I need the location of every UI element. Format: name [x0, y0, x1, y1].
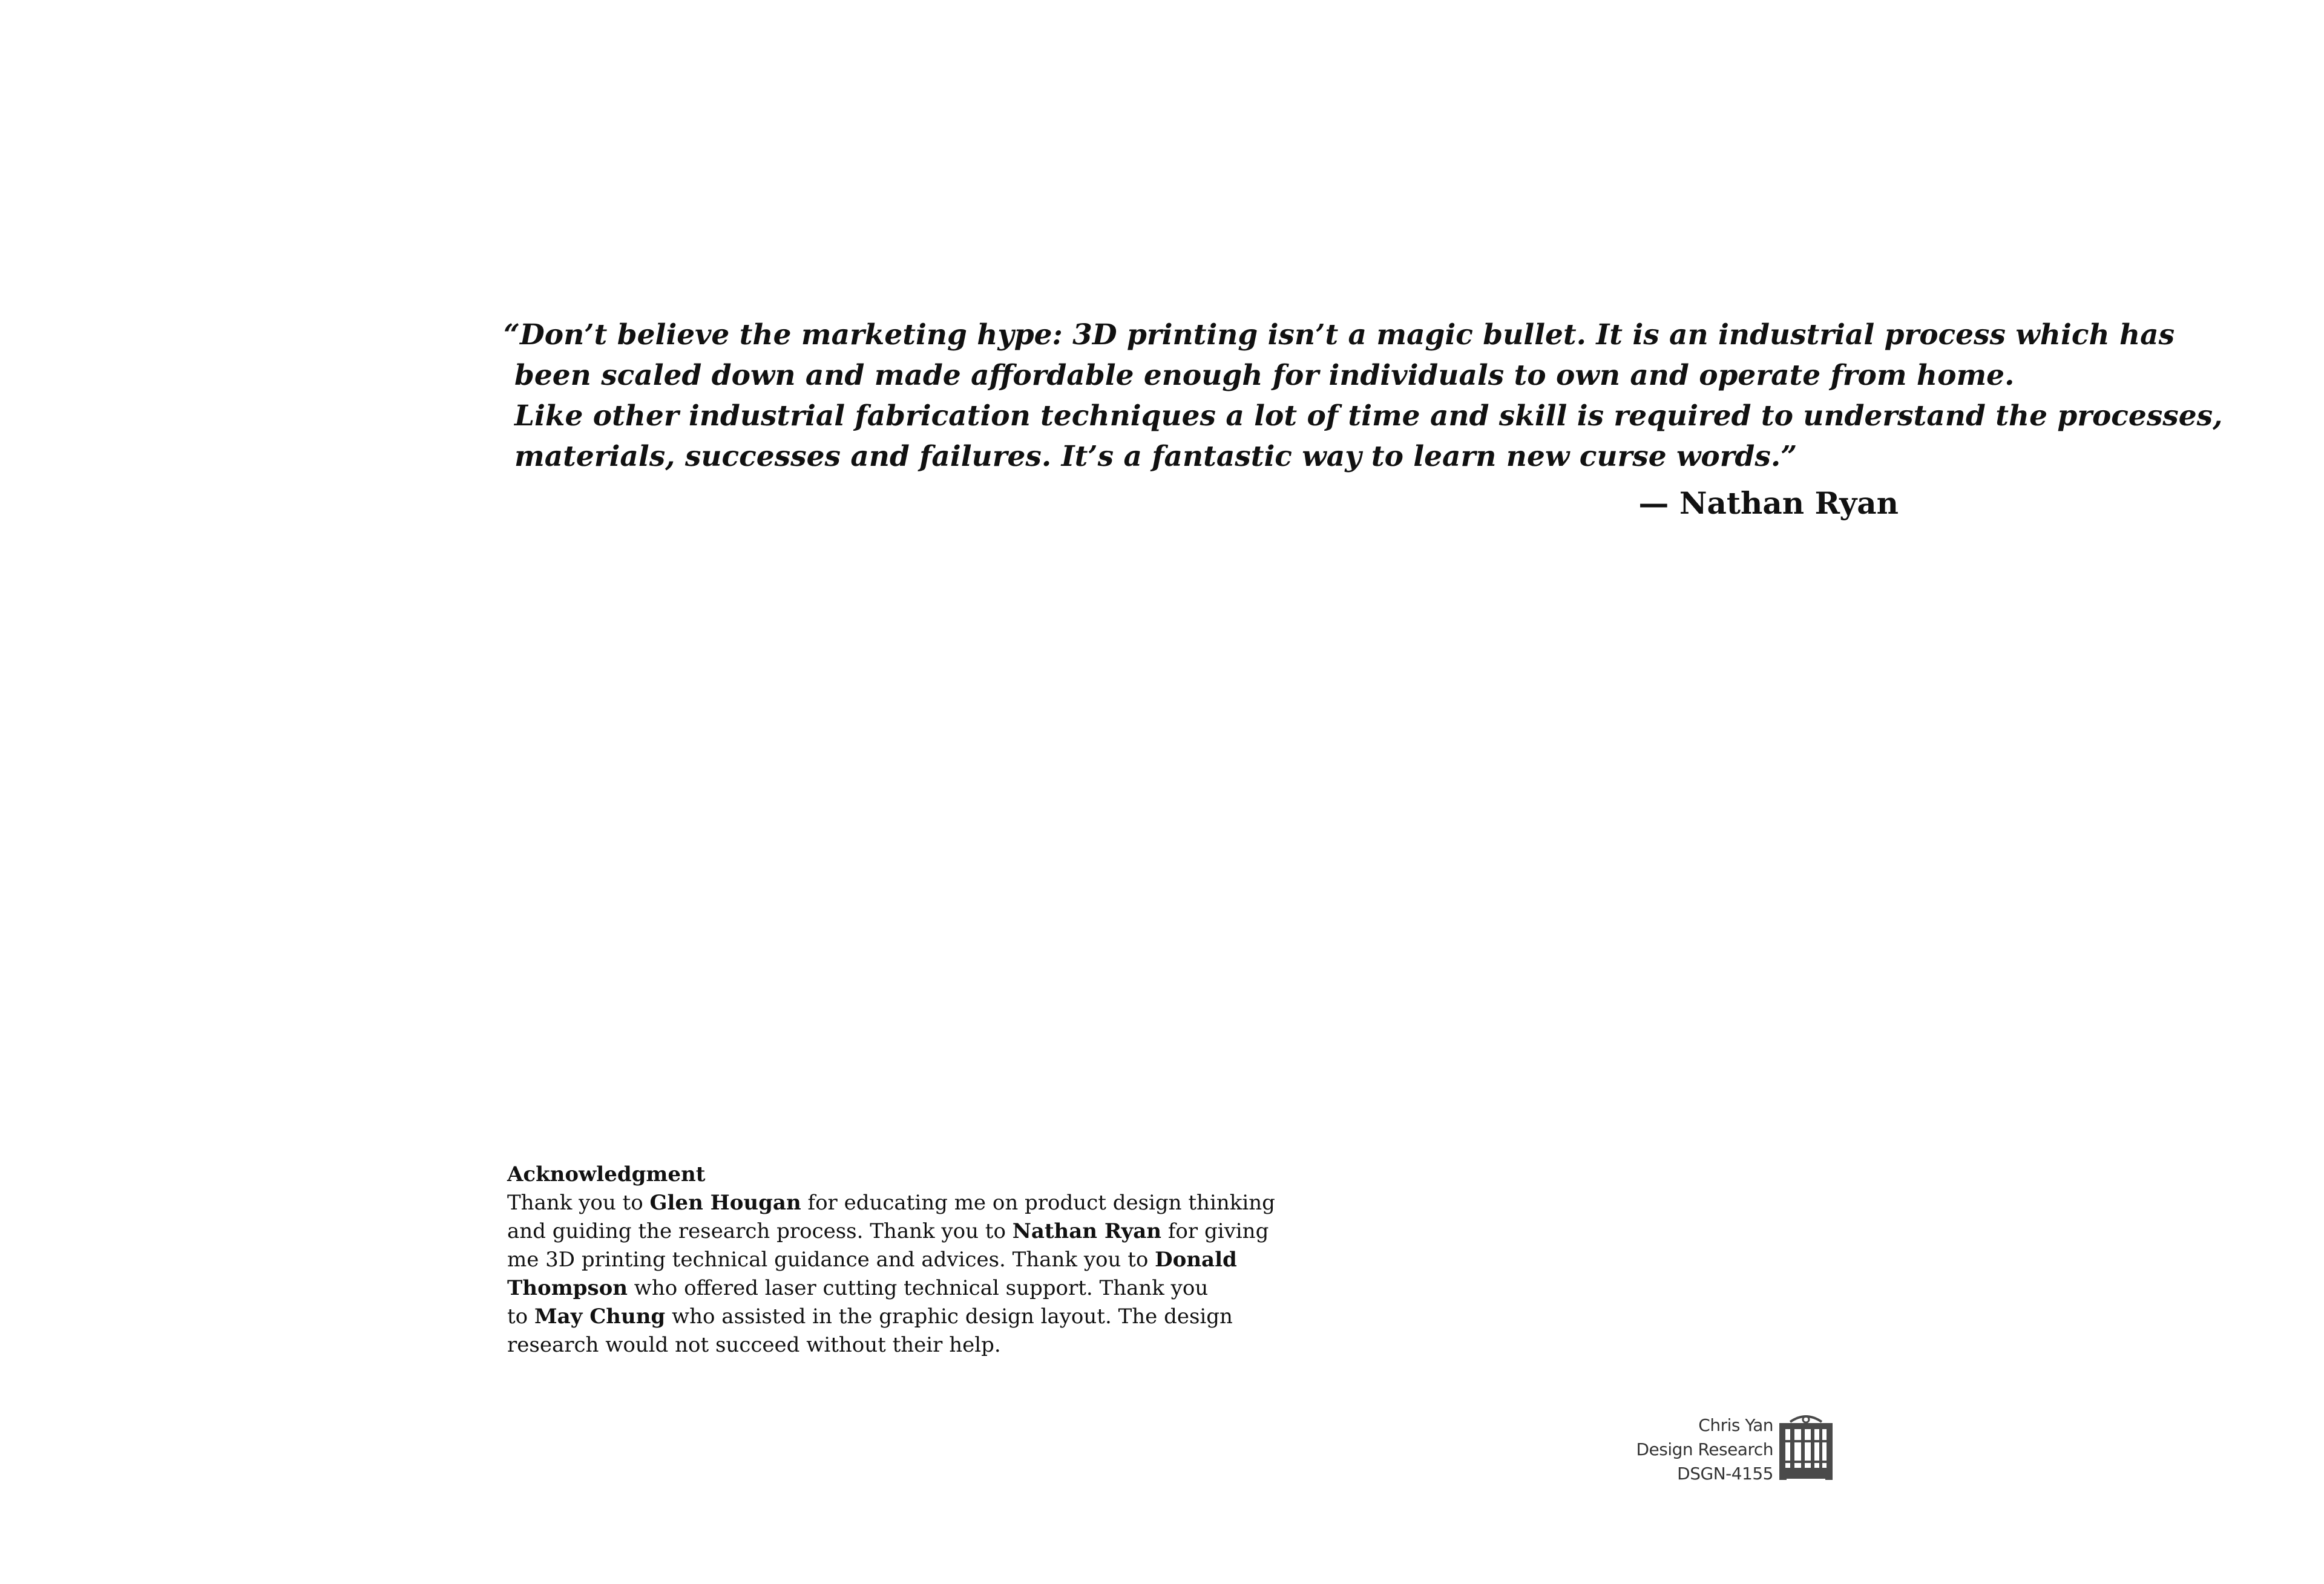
ack-text: to [507, 1304, 534, 1329]
acknowledgment-line [507, 1189, 1294, 1217]
quote-line: materials, successes and failures. It’s a fantastic way to learn new curse words.” [514, 440, 1797, 473]
course-title: Design Research [1636, 1439, 1773, 1459]
quote-block [504, 315, 2223, 477]
acknowledgment-line: research would not succeed without their help. [507, 1333, 1001, 1357]
ack-name: Glen Hougan [649, 1191, 801, 1215]
quote-line: been scaled down and made affordable enough for individuals to own and operate from home. [514, 359, 2015, 392]
footer-credits [1636, 1413, 1773, 1486]
quote-line: Like other industrial fabrication techniques a lot of time and skill is required to understand the processes, [514, 399, 2223, 433]
author-name: Chris Yan [1698, 1415, 1773, 1435]
quote-line: “Don’t believe the marketing hype: 3D printing isn’t a magic bullet. It is an industrial process which has [504, 318, 2175, 352]
ack-name: Nathan Ryan [1012, 1219, 1162, 1243]
ack-text: and guiding the research process. Thank you to [507, 1219, 1013, 1243]
ack-text: for educating me on product design thinking [801, 1191, 1275, 1215]
course-code: DSGN-4155 [1677, 1464, 1773, 1484]
ack-name: Donald [1155, 1248, 1237, 1272]
acknowledgment-line [507, 1246, 1294, 1274]
3d-printer-icon [1777, 1413, 1835, 1481]
ack-text: who offered laser cutting technical support. Thank you [628, 1276, 1209, 1300]
ack-name: May Chung [534, 1304, 666, 1329]
ack-text: who assisted in the graphic design layout. The design [665, 1304, 1233, 1329]
ack-text: for giving [1161, 1219, 1269, 1243]
acknowledgment-line [507, 1217, 1294, 1246]
quote-attribution: — Nathan Ryan [1638, 485, 1899, 521]
ack-text: Thank you to [507, 1191, 650, 1215]
acknowledgment-line [507, 1274, 1294, 1303]
acknowledgment-line [507, 1303, 1294, 1331]
ack-name: Thompson [507, 1276, 628, 1300]
acknowledgment-section [507, 1160, 1294, 1360]
acknowledgment-title: Acknowledgment [507, 1162, 706, 1186]
ack-text: me 3D printing technical guidance and advices. Thank you to [507, 1248, 1155, 1272]
